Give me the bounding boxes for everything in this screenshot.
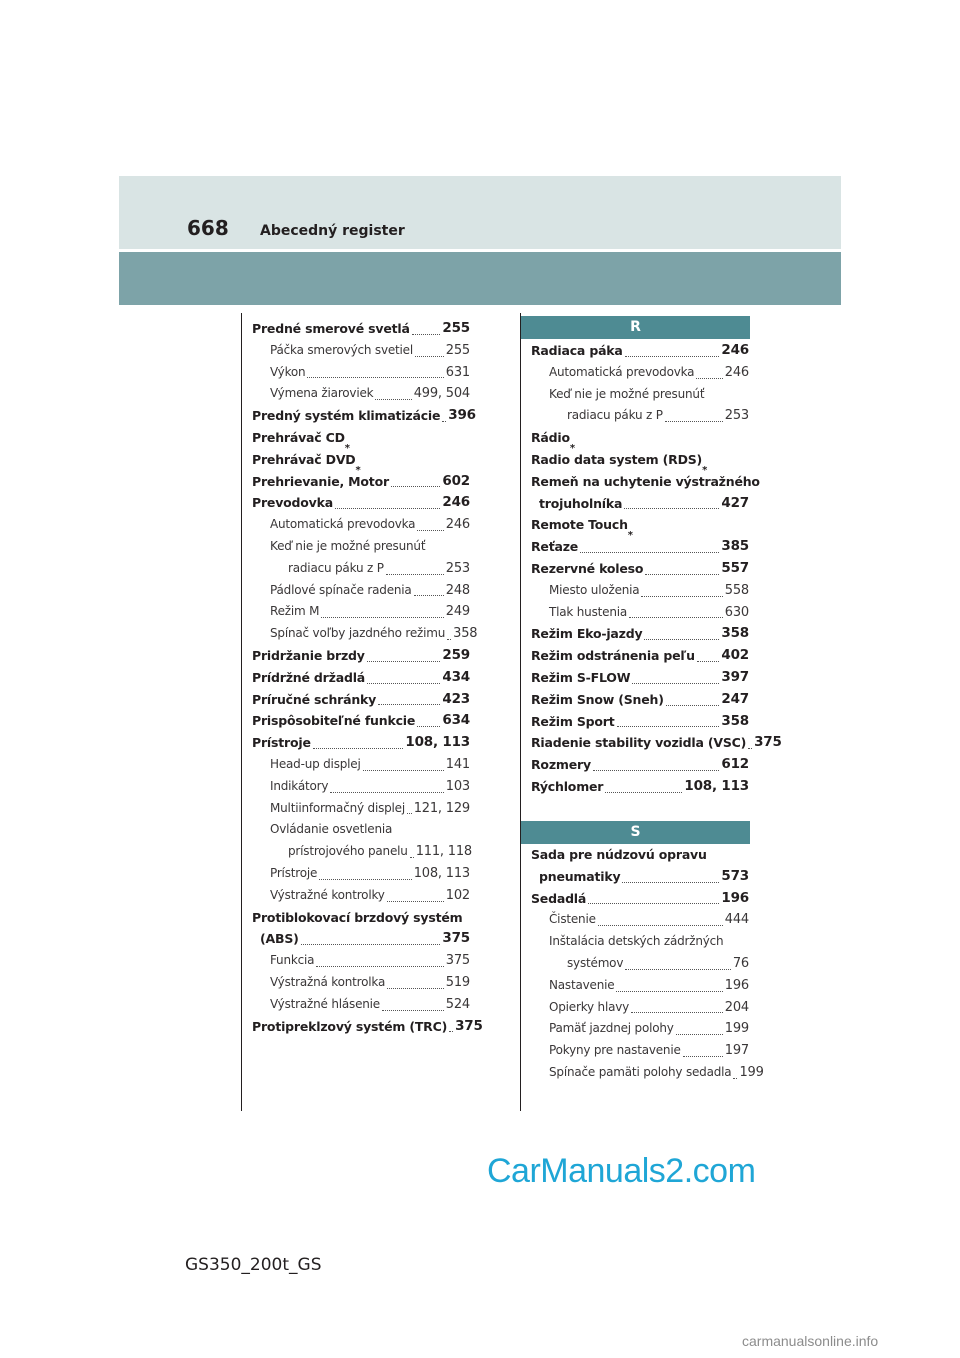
index-entry[interactable]	[252, 471, 470, 493]
page-reference[interactable]: 427	[721, 494, 749, 511]
index-subentry[interactable]	[531, 362, 749, 384]
dot-leader	[412, 334, 441, 335]
dot-leader	[319, 879, 412, 880]
index-subentry[interactable]	[252, 885, 470, 907]
dot-leader	[676, 1034, 723, 1035]
entry-label: Automatická prevodovka	[549, 364, 695, 379]
dot-leader	[330, 792, 444, 793]
page-reference[interactable]: 111, 118	[415, 844, 472, 860]
entry-label: Funkcia	[270, 953, 315, 968]
entry-label: Sedadlá	[531, 890, 587, 906]
index-entry[interactable]	[252, 645, 470, 667]
page-reference[interactable]: 248	[445, 582, 470, 598]
footer-model-code: GS350_200t_GS	[185, 1255, 322, 1275]
index-subentry[interactable]	[252, 362, 470, 384]
page-reference[interactable]: 246	[445, 517, 470, 533]
index-entry[interactable]	[252, 928, 470, 950]
page-reference[interactable]: 141	[445, 756, 470, 772]
index-entry[interactable]	[252, 732, 470, 754]
dot-leader	[386, 574, 444, 575]
dot-leader	[666, 705, 720, 706]
entry-label: Prehrievanie, Motor	[252, 473, 389, 489]
dot-leader	[363, 770, 444, 771]
dot-leader	[593, 770, 720, 771]
entry-label: Head-up displej	[270, 756, 361, 771]
entry-label: Sada pre núdzovú opravu	[531, 847, 707, 862]
page-reference[interactable]: 102	[445, 887, 470, 903]
page-reference[interactable]: 385	[721, 538, 749, 555]
entry-label: Čistenie	[549, 912, 596, 927]
index-subentry[interactable]	[252, 536, 470, 558]
column-divider-left	[241, 313, 242, 1111]
page-reference[interactable]: 108, 113	[413, 865, 470, 881]
index-subentry[interactable]	[531, 405, 749, 427]
page-reference[interactable]: 358	[721, 625, 749, 642]
entry-label: Multiinformačný displej	[270, 800, 405, 815]
index-subentry[interactable]	[252, 994, 470, 1016]
page-reference[interactable]: 630	[724, 604, 749, 620]
entry-label: Príručné schránky	[252, 691, 377, 707]
index-subentry[interactable]	[252, 863, 470, 885]
entry-label: Režim S-FLOW	[531, 669, 631, 685]
entry-label: Inštalácia detských zádržných	[549, 934, 724, 949]
index-subentry[interactable]	[252, 776, 470, 798]
index-entry[interactable]	[252, 689, 470, 711]
dot-leader	[629, 617, 723, 618]
index-entry[interactable]	[252, 1016, 483, 1038]
entry-label: Opierky hlavy	[549, 999, 630, 1014]
page-title: Abecedný register	[260, 223, 405, 239]
index-entry[interactable]	[252, 318, 470, 340]
page-reference[interactable]: 121, 129	[413, 800, 470, 816]
entry-label: Nastavenie	[549, 977, 615, 992]
entry-label: Prispôsobiteľné funkcie	[252, 713, 416, 729]
entry-label: trojuholníka	[539, 495, 623, 511]
page-reference[interactable]: 558	[724, 582, 749, 598]
entry-label: Pridržanie brzdy	[252, 647, 365, 663]
entry-label: Výkon	[270, 364, 306, 379]
entry-label: Protipreklzový systém (TRC)	[252, 1018, 448, 1034]
index-entry[interactable]	[531, 558, 749, 580]
index-subentry[interactable]	[531, 1062, 764, 1084]
dot-leader	[307, 377, 443, 378]
index-entry[interactable]	[531, 711, 749, 733]
dot-leader	[631, 1012, 723, 1013]
header-band	[119, 252, 841, 305]
section-header-s: S	[521, 821, 750, 844]
index-entry[interactable]	[252, 492, 470, 514]
entry-label: Prídržné držadlá	[252, 669, 366, 685]
dot-leader	[417, 530, 443, 531]
entry-label: Prevodovka	[252, 495, 333, 511]
index-subentry[interactable]	[531, 953, 749, 975]
page-reference[interactable]: 199	[724, 1021, 749, 1037]
entry-label: Režim M	[270, 604, 320, 619]
entry-label: Výmena žiaroviek	[270, 386, 374, 401]
dot-leader	[645, 574, 719, 575]
page-reference[interactable]: 444	[724, 912, 749, 928]
entry-label: Radio data system (RDS)	[531, 451, 703, 467]
index-subentry[interactable]	[531, 975, 749, 997]
page-reference[interactable]: 557	[721, 559, 749, 576]
entry-label: Predný systém klimatizácie	[252, 408, 441, 424]
entry-label: Rozmery	[531, 757, 591, 773]
index-entry[interactable]	[531, 754, 749, 776]
entry-label: systémov	[567, 955, 624, 970]
page-reference[interactable]: 196	[721, 889, 749, 906]
index-subentry[interactable]	[531, 580, 749, 602]
dot-leader	[391, 486, 440, 487]
index-entry[interactable]	[531, 493, 749, 515]
dot-leader	[625, 969, 731, 970]
index-entry[interactable]	[531, 536, 749, 558]
dot-leader	[624, 508, 719, 509]
dot-leader	[683, 1056, 723, 1057]
entry-label: Remeň na uchytenie výstražného	[531, 473, 760, 489]
entry-label: Režim odstránenia peľu	[531, 648, 695, 664]
entry-label: Riadenie stability vozidla (VSC)	[531, 735, 747, 751]
entry-label: Prehrávač CD	[252, 429, 345, 445]
dot-leader	[588, 903, 719, 904]
page-reference[interactable]: 358	[721, 712, 749, 729]
dot-leader	[417, 726, 440, 727]
dot-leader	[632, 683, 719, 684]
page-reference[interactable]: 524	[445, 996, 470, 1012]
entry-label: Výstražné kontrolky	[270, 887, 385, 902]
entry-label: Páčka smerových svetiel	[270, 342, 414, 357]
dot-leader	[617, 726, 720, 727]
dot-leader	[387, 988, 444, 989]
dot-leader	[301, 944, 441, 945]
index-section-s	[531, 844, 764, 1084]
dot-leader	[387, 901, 444, 902]
index-subentry[interactable]	[252, 623, 478, 645]
entry-label: Pamäť jazdnej polohy	[549, 1021, 674, 1036]
page-reference[interactable]: 246	[724, 364, 749, 380]
dot-leader	[625, 356, 720, 357]
dot-leader	[616, 991, 722, 992]
index-subentry[interactable]	[252, 514, 470, 536]
index-subentry[interactable]	[531, 1018, 749, 1040]
page-reference[interactable]: 402	[721, 647, 749, 664]
page-reference[interactable]: 397	[721, 668, 749, 685]
entry-label: Predné smerové svetlá	[252, 321, 410, 336]
entry-label: Automatická prevodovka	[270, 517, 416, 532]
page-reference[interactable]: 197	[724, 1043, 749, 1059]
index-entry[interactable]	[531, 888, 749, 910]
entry-label: Prístroje	[252, 735, 311, 751]
dot-leader	[410, 857, 414, 858]
entry-label: Protiblokovací brzdový systém	[252, 909, 463, 925]
index-entry[interactable]: Prehrávač CD *	[252, 427, 470, 449]
entry-label: prístrojového panelu	[288, 844, 408, 859]
entry-label: Prístroje	[270, 865, 318, 880]
index-entry[interactable]	[531, 645, 749, 667]
page-reference[interactable]: 375	[754, 734, 782, 751]
index-column-left	[252, 318, 483, 1037]
page-reference[interactable]: 196	[724, 977, 749, 993]
page-reference[interactable]: 103	[445, 778, 470, 794]
dot-leader	[697, 661, 720, 662]
entry-label: (ABS)	[260, 931, 299, 947]
page-reference[interactable]: 602	[442, 472, 470, 489]
entry-label: Pokyny pre nastavenie	[549, 1043, 681, 1058]
index-section-r	[531, 340, 782, 798]
index-subentry[interactable]	[252, 383, 470, 405]
page-reference[interactable]: 204	[724, 999, 749, 1015]
index-subentry[interactable]	[252, 754, 470, 776]
page-reference[interactable]: 499, 504	[413, 386, 470, 402]
entry-label: Spínač voľby jazdného režimu	[270, 626, 446, 641]
page-reference[interactable]: 108, 113	[405, 734, 470, 751]
index-subentry[interactable]	[531, 997, 749, 1019]
dot-leader	[367, 683, 440, 684]
page-reference[interactable]: 255	[445, 342, 470, 358]
entry-label: Keď nie je možné presunúť	[549, 386, 705, 401]
index-entry[interactable]	[531, 340, 749, 362]
index-subentry[interactable]	[252, 972, 470, 994]
dot-leader	[321, 617, 444, 618]
index-entry[interactable]	[531, 689, 749, 711]
page-reference[interactable]: 199	[739, 1064, 764, 1080]
dot-leader	[375, 399, 411, 400]
page-reference[interactable]: 423	[442, 690, 470, 707]
index-subentry[interactable]	[531, 384, 749, 406]
index-subentry[interactable]	[252, 580, 470, 602]
dot-leader	[316, 966, 443, 967]
entry-label: Výstražné hlásenie	[270, 996, 380, 1011]
page-reference[interactable]: 634	[442, 712, 470, 729]
dot-leader	[414, 595, 444, 596]
entry-label: Rýchlomer	[531, 778, 604, 794]
dot-leader	[415, 356, 444, 357]
dot-leader	[447, 639, 451, 640]
index-entry[interactable]	[531, 776, 749, 798]
index-subentry[interactable]	[531, 1040, 749, 1062]
index-entry[interactable]: Remote Touch *	[531, 514, 749, 536]
dot-leader	[449, 1031, 453, 1032]
section-header-r: R	[521, 316, 750, 339]
entry-label: Režim Sport	[531, 713, 615, 729]
page-reference[interactable]: 358	[453, 626, 478, 642]
dot-leader	[442, 421, 446, 422]
entry-label: Rezervné koleso	[531, 560, 644, 576]
page-reference[interactable]: 573	[721, 867, 749, 884]
index-subentry[interactable]	[252, 558, 470, 580]
footer-site-link[interactable]: carmanualsonline.info	[742, 1333, 879, 1349]
index-entry[interactable]: Rádio *	[531, 427, 749, 449]
index-subentry[interactable]	[252, 819, 470, 841]
page-reference[interactable]: 253	[724, 408, 749, 424]
page-reference[interactable]: 612	[721, 756, 749, 773]
index-entry[interactable]	[531, 844, 749, 866]
dot-leader	[622, 882, 719, 883]
index-subentry[interactable]	[252, 950, 470, 972]
page-reference[interactable]: 76	[732, 955, 749, 971]
dot-leader	[335, 508, 440, 509]
page-reference[interactable]: 247	[721, 690, 749, 707]
dot-leader	[367, 661, 441, 662]
index-entry[interactable]	[252, 405, 476, 427]
index-entry[interactable]	[531, 732, 782, 754]
index-subentry[interactable]	[252, 340, 470, 362]
index-subentry[interactable]	[531, 602, 749, 624]
page-reference[interactable]: 396	[448, 407, 476, 424]
dot-leader	[407, 813, 412, 814]
entry-label: Pádlové spínače radenia	[270, 582, 412, 597]
column-divider-right	[520, 313, 521, 1111]
index-subentry[interactable]	[531, 909, 749, 931]
entry-label: Výstražná kontrolka	[270, 974, 386, 989]
dot-leader	[665, 421, 723, 422]
dot-leader	[605, 792, 682, 793]
page-reference[interactable]: 253	[445, 560, 470, 576]
index-entry[interactable]	[252, 907, 470, 929]
page-number: 668	[187, 216, 229, 240]
entry-label: Prehrávač DVD	[252, 451, 356, 467]
index-subentry[interactable]	[252, 798, 470, 820]
index-entry[interactable]	[252, 710, 470, 732]
entry-label: Keď nie je možné presunúť	[270, 538, 426, 553]
index-subentry[interactable]	[252, 601, 470, 623]
page-reference[interactable]: 246	[721, 342, 749, 358]
page-reference[interactable]: 375	[445, 953, 470, 969]
page-reference[interactable]: 249	[445, 604, 470, 620]
page-reference[interactable]: 434	[442, 668, 470, 685]
index-entry[interactable]: Radio data system (RDS) *	[531, 449, 749, 471]
dot-leader	[378, 704, 440, 705]
entry-label: Režim Eko-jazdy	[531, 626, 643, 642]
entry-label: Režim Snow (Sneh)	[531, 691, 664, 707]
index-entry[interactable]	[531, 667, 749, 689]
dot-leader	[313, 748, 404, 749]
entry-label: Tlak hustenia	[549, 604, 628, 619]
entry-label: Miesto uloženia	[549, 582, 640, 597]
watermark-logo[interactable]: CarManuals2.com	[487, 1152, 756, 1190]
page-reference[interactable]: 519	[445, 974, 470, 990]
entry-label: radiacu páku z P	[288, 560, 384, 575]
index-entry[interactable]	[531, 623, 749, 645]
index-entry[interactable]: Prehrávač DVD *	[252, 449, 470, 471]
page-reference[interactable]: 246	[442, 494, 470, 511]
entry-label: Spínače pamäti polohy sedadla	[549, 1064, 732, 1079]
entry-label: Indikátory	[270, 778, 329, 793]
entry-label: Ovládanie osvetlenia	[270, 822, 393, 837]
dot-leader	[580, 552, 719, 553]
entry-label: Radiaca páka	[531, 343, 623, 358]
dot-leader	[733, 1078, 737, 1079]
page-reference[interactable]: 255	[442, 320, 470, 336]
dot-leader	[748, 748, 752, 749]
entry-label: radiacu páku z P	[567, 408, 663, 423]
entry-label: pneumatiky	[539, 868, 621, 884]
entry-label: Rádio	[531, 430, 570, 446]
page-reference[interactable]: 375	[455, 1017, 483, 1034]
index-entry[interactable]	[252, 667, 470, 689]
dot-leader	[382, 1010, 444, 1011]
dot-leader	[644, 639, 719, 640]
page-reference[interactable]: 108, 113	[684, 777, 749, 794]
index-subentry[interactable]	[531, 931, 749, 953]
entry-label: Reťaze	[531, 539, 579, 555]
entry-label: Remote Touch	[531, 517, 628, 533]
dot-leader	[641, 596, 722, 597]
index-entry[interactable]	[531, 866, 749, 888]
page-reference[interactable]: 631	[445, 364, 470, 380]
dot-leader	[598, 925, 723, 926]
page-reference[interactable]: 375	[442, 930, 470, 947]
index-entry[interactable]	[531, 471, 760, 493]
dot-leader	[696, 378, 722, 379]
index-subentry[interactable]	[252, 841, 470, 863]
page-reference[interactable]: 259	[442, 646, 470, 663]
